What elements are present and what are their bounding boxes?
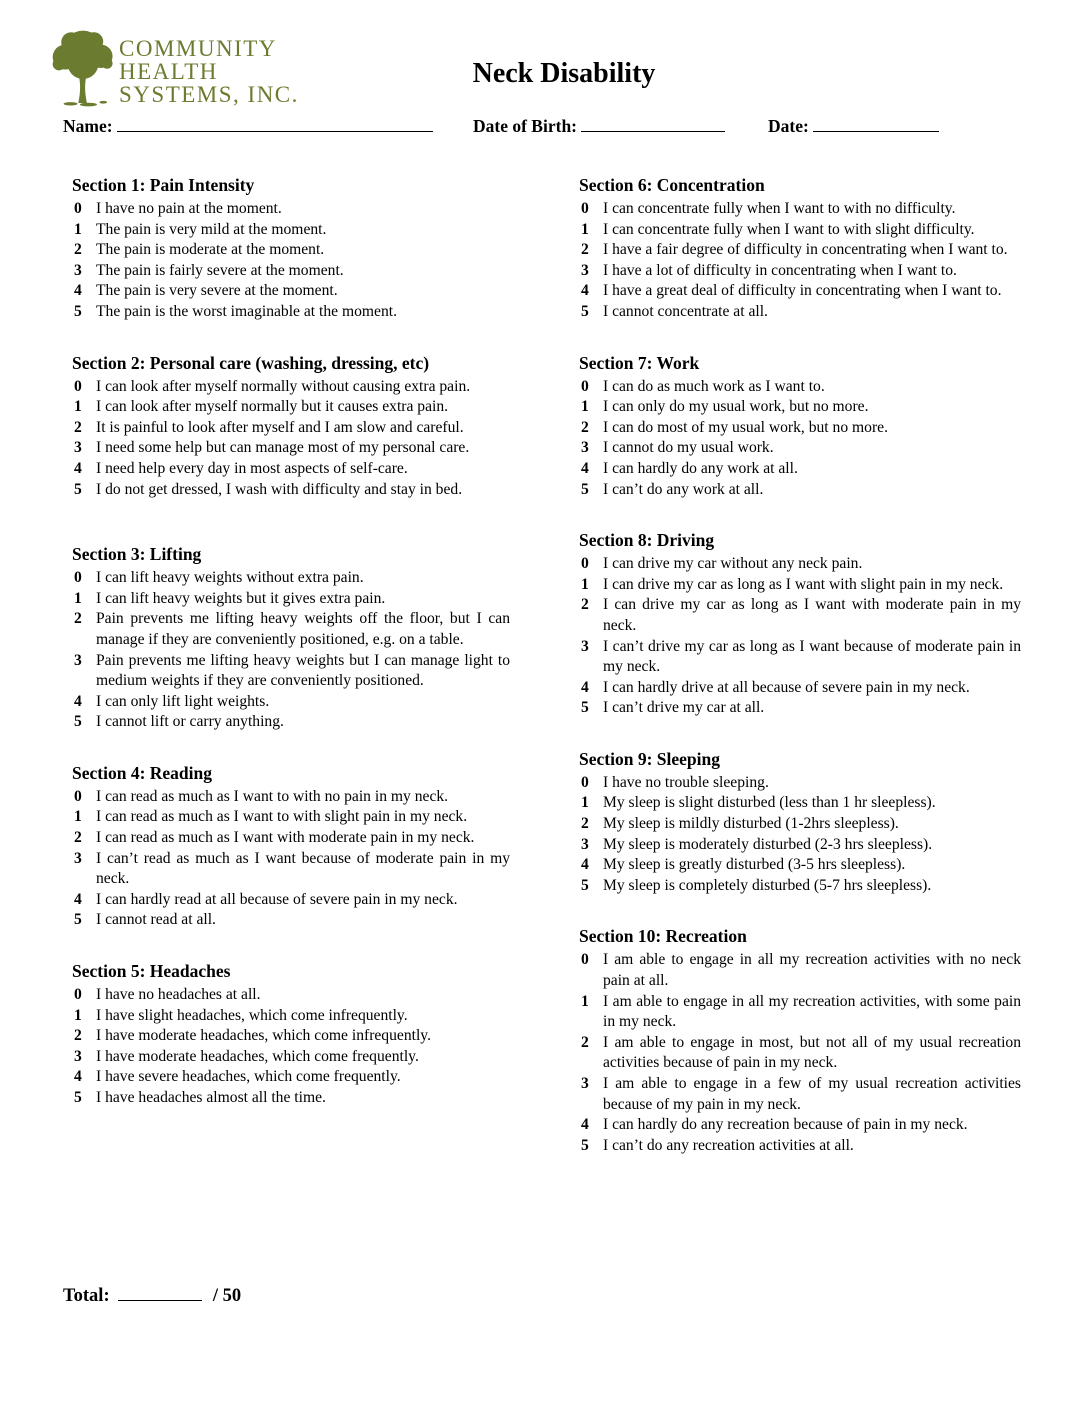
option-row[interactable]	[579, 876, 1021, 897]
option-score: 0	[581, 200, 589, 217]
name-blank-line[interactable]	[117, 117, 433, 132]
option-score: 2	[581, 596, 589, 614]
total-row	[63, 1286, 241, 1307]
option-score: 4	[581, 459, 589, 477]
option-text: My sleep is mildly disturbed (1-2hrs sleepless).	[603, 815, 899, 833]
option-text: My sleep is moderately disturbed (2-3 hrs sleepless).	[603, 835, 933, 853]
option-text: The pain is very severe at the moment.	[96, 282, 338, 300]
option-score: 3	[74, 849, 82, 867]
option-row[interactable]	[579, 261, 1021, 282]
option-text: Pain prevents me lifting heavy weights off the floor, but I can manage if they are conveniently positioned, e.g. on a table.	[96, 610, 510, 648]
option-text: I can do as much work as I want to.	[603, 377, 825, 395]
option-row[interactable]	[579, 637, 1021, 678]
option-text: I am able to engage in most, but not all of my usual recreation activities because of pain in my neck.	[603, 1033, 1021, 1072]
section-title: Section 4: Reading	[72, 762, 212, 783]
date-label: Date:	[768, 116, 809, 136]
option-score: 3	[74, 1047, 82, 1065]
option-row[interactable]	[579, 1115, 1021, 1136]
option-text: I can drive my car without any neck pain.	[603, 555, 863, 573]
option-text: It is painful to look after myself and I am slow and careful.	[96, 418, 464, 436]
option-score: 5	[74, 1089, 82, 1106]
section-title: Section 9: Sleeping	[579, 748, 720, 769]
option-score: 4	[74, 1068, 82, 1086]
option-row[interactable]	[72, 712, 510, 733]
section-title: Section 1: Pain Intensity	[72, 175, 255, 195]
option-score: 5	[74, 713, 82, 731]
option-row[interactable]	[72, 890, 510, 911]
section-title: Section 7: Work	[579, 352, 700, 373]
option-row[interactable]	[579, 793, 1021, 814]
option-row[interactable]	[72, 787, 510, 808]
option-text: The pain is moderate at the moment.	[96, 241, 325, 259]
option-text: I have moderate headaches, which come frequently.	[96, 1047, 419, 1065]
name-label: Name:	[63, 116, 113, 136]
option-score: 5	[581, 1136, 589, 1154]
option-text: I cannot do my usual work.	[603, 439, 774, 457]
option-text: The pain is very mild at the moment.	[96, 220, 327, 238]
option-row[interactable]	[579, 397, 1021, 418]
date-field	[768, 116, 939, 137]
option-row[interactable]	[579, 459, 1021, 480]
option-row[interactable]	[72, 985, 510, 1006]
option-text: I can do most of my usual work, but no more.	[603, 418, 888, 436]
option-text: I have no headaches at all.	[96, 986, 261, 1004]
option-row[interactable]	[579, 199, 1021, 220]
option-text: I have severe headaches, which come frequently.	[96, 1068, 401, 1086]
option-score: 0	[581, 773, 589, 791]
section-title: Section 2: Personal care (washing, dressing, etc)	[72, 352, 430, 373]
option-score: 5	[581, 480, 589, 498]
option-text: I need help every day in most aspects of self-care.	[96, 459, 408, 477]
option-score: 4	[581, 856, 589, 874]
option-text: I have no pain at the moment.	[96, 200, 282, 217]
total-blank-line[interactable]	[118, 1286, 202, 1301]
option-row[interactable]	[72, 828, 510, 849]
option-text: My sleep is slight disturbed (less than 1 hr sleepless).	[603, 794, 936, 812]
option-score: 3	[581, 1075, 589, 1092]
option-text: I can concentrate fully when I want to with slight difficulty.	[603, 220, 975, 238]
column-right	[579, 174, 1021, 1156]
option-score: 1	[74, 1006, 82, 1024]
option-text: I can’t read as much as I want because of moderate pain in my neck.	[96, 849, 510, 888]
option-score: 2	[581, 241, 589, 259]
option-row[interactable]	[579, 220, 1021, 241]
option-score: 2	[74, 610, 82, 628]
option-text: I can lift heavy weights without extra pain.	[96, 569, 364, 587]
option-text: I am able to engage in all my recreation activities, with some pain in my neck.	[603, 992, 1021, 1031]
option-row[interactable]	[72, 199, 510, 220]
option-row[interactable]	[72, 1006, 510, 1027]
section	[579, 529, 1021, 719]
section	[72, 762, 510, 931]
option-text: I have a great deal of difficulty in concentrating when I want to.	[603, 282, 1002, 300]
option-row[interactable]	[579, 480, 1021, 501]
option-score: 0	[581, 377, 589, 395]
section	[579, 352, 1021, 501]
option-text: I have slight headaches, which come infrequently.	[96, 1006, 408, 1024]
option-text: I can hardly do any recreation because of pain in my neck.	[603, 1116, 968, 1134]
option-row[interactable]	[72, 568, 510, 589]
option-score: 2	[74, 1027, 82, 1045]
option-text: I can hardly drive at all because of severe pain in my neck.	[603, 678, 970, 696]
option-score: 2	[581, 418, 589, 436]
option-text: I can drive my car as long as I want with slight pain in my neck.	[603, 575, 1004, 593]
option-score: 0	[581, 951, 589, 969]
option-row[interactable]	[72, 807, 510, 828]
option-text: I can look after myself normally but it causes extra pain.	[96, 398, 449, 416]
option-score: 2	[581, 815, 589, 833]
option-row[interactable]	[72, 302, 510, 323]
option-row[interactable]	[579, 595, 1021, 636]
option-text: I am able to engage in a few of my usual recreation activities because of my pain in my neck.	[603, 1075, 1021, 1113]
section	[579, 748, 1021, 897]
option-score: 5	[581, 876, 589, 894]
option-score: 2	[74, 829, 82, 847]
option-row[interactable]	[72, 281, 510, 302]
option-score: 3	[74, 439, 82, 457]
option-text: I have no trouble sleeping.	[603, 773, 769, 791]
option-text: I can drive my car as long as I want with moderate pain in my neck.	[603, 596, 1021, 634]
option-text: I cannot concentrate at all.	[603, 302, 768, 320]
option-row[interactable]	[579, 554, 1021, 575]
org-name-line1: COMMUNITY	[119, 36, 277, 61]
option-row[interactable]	[579, 1033, 1021, 1074]
option-row[interactable]	[72, 480, 510, 501]
option-text: I can hardly do any work at all.	[603, 459, 798, 477]
option-row[interactable]	[579, 302, 1021, 323]
option-score: 5	[74, 302, 82, 320]
option-row[interactable]	[579, 438, 1021, 459]
option-text: I cannot read at all.	[96, 911, 216, 929]
option-score: 1	[74, 220, 82, 238]
option-text: I have headaches almost all the time.	[96, 1089, 326, 1106]
option-row[interactable]	[72, 397, 510, 418]
option-text: I can look after myself normally without causing extra pain.	[96, 377, 471, 395]
option-score: 3	[581, 261, 589, 279]
option-row[interactable]	[579, 1074, 1021, 1115]
section	[72, 352, 510, 501]
section	[579, 925, 1021, 1156]
option-text: I can read as much as I want to with slight pain in my neck.	[96, 808, 468, 826]
option-score: 3	[581, 835, 589, 853]
option-text: I am able to engage in all my recreation activities with no neck pain at all.	[603, 951, 1021, 990]
option-score: 3	[74, 261, 82, 279]
option-row[interactable]	[72, 692, 510, 713]
option-score: 0	[74, 986, 82, 1004]
option-score: 1	[74, 808, 82, 826]
option-row[interactable]	[579, 377, 1021, 398]
option-row[interactable]	[579, 835, 1021, 856]
option-score: 1	[581, 794, 589, 812]
option-score: 4	[74, 692, 82, 710]
total-label: Total:	[63, 1286, 110, 1306]
option-score: 1	[581, 992, 589, 1010]
option-row[interactable]	[72, 1067, 510, 1088]
option-row[interactable]	[72, 849, 510, 890]
option-text: I can’t drive my car at all.	[603, 699, 765, 717]
option-row[interactable]	[579, 814, 1021, 835]
option-score: 1	[74, 589, 82, 607]
option-score: 1	[74, 398, 82, 416]
section	[579, 174, 1021, 323]
date-blank-line[interactable]	[813, 117, 939, 132]
option-text: I can hardly read at all because of severe pain in my neck.	[96, 890, 458, 908]
option-row[interactable]	[72, 910, 510, 931]
section	[72, 543, 510, 733]
page-title: Neck Disability	[472, 58, 656, 89]
section	[72, 174, 510, 323]
option-score: 5	[581, 699, 589, 717]
option-score: 2	[74, 241, 82, 259]
option-row[interactable]	[72, 609, 510, 650]
option-text: I need some help but can manage most of my personal care.	[96, 439, 470, 457]
option-score: 1	[581, 398, 589, 416]
option-row[interactable]	[72, 1047, 510, 1068]
option-score: 4	[581, 282, 589, 300]
option-score: 2	[581, 1033, 589, 1051]
option-row[interactable]	[579, 418, 1021, 439]
option-row[interactable]	[72, 220, 510, 241]
org-name-line3: SYSTEMS, INC.	[119, 82, 299, 107]
option-score: 3	[74, 651, 82, 669]
option-row[interactable]	[72, 261, 510, 282]
dob-field	[473, 116, 725, 137]
option-row[interactable]	[72, 240, 510, 261]
option-text: I have a lot of difficulty in concentrating when I want to.	[603, 261, 957, 279]
option-score: 4	[581, 1116, 589, 1134]
section-title: Section 10: Recreation	[579, 926, 747, 947]
option-score: 5	[74, 480, 82, 498]
patient-fields	[63, 116, 1048, 148]
dob-blank-line[interactable]	[581, 117, 725, 132]
option-row[interactable]	[579, 855, 1021, 876]
option-row[interactable]	[72, 418, 510, 439]
option-score: 2	[74, 418, 82, 436]
option-text: I can’t do any work at all.	[603, 480, 764, 498]
option-text: I can concentrate fully when I want to with no difficulty.	[603, 200, 956, 217]
questionnaire	[72, 174, 1021, 1156]
option-text: I have moderate headaches, which come infrequently.	[96, 1027, 431, 1045]
option-row[interactable]	[579, 773, 1021, 794]
section-title: Section 3: Lifting	[72, 544, 202, 565]
column-left	[72, 174, 510, 1109]
option-score: 5	[581, 302, 589, 320]
option-row[interactable]	[72, 377, 510, 398]
option-row[interactable]	[579, 698, 1021, 719]
option-score: 4	[74, 282, 82, 300]
option-text: I can lift heavy weights but it gives extra pain.	[96, 589, 386, 607]
option-score: 0	[74, 569, 82, 587]
option-score: 1	[581, 220, 589, 238]
dob-label: Date of Birth:	[473, 116, 578, 136]
option-row[interactable]	[72, 589, 510, 610]
option-text: I cannot lift or carry anything.	[96, 713, 284, 731]
option-score: 0	[74, 200, 82, 217]
option-text: I can only do my usual work, but no more.	[603, 398, 869, 416]
option-score: 4	[581, 678, 589, 696]
option-row[interactable]	[579, 1136, 1021, 1157]
option-score: 0	[581, 555, 589, 573]
option-text: The pain is fairly severe at the moment.	[96, 261, 344, 279]
option-text: I can read as much as I want with moderate pain in my neck.	[96, 829, 475, 847]
option-row[interactable]	[72, 438, 510, 459]
option-score: 3	[581, 637, 589, 655]
option-row[interactable]	[579, 575, 1021, 596]
option-text: I can read as much as I want to with no pain in my neck.	[96, 787, 449, 805]
option-score: 5	[74, 911, 82, 929]
section-title: Section 8: Driving	[579, 530, 715, 551]
option-row[interactable]	[72, 1088, 510, 1109]
option-text: I have a fair degree of difficulty in concentrating when I want to.	[603, 241, 1008, 259]
option-score: 4	[74, 459, 82, 477]
option-row[interactable]	[579, 240, 1021, 261]
section	[72, 960, 510, 1109]
option-row[interactable]	[579, 678, 1021, 699]
option-text: The pain is the worst imaginable at the moment.	[96, 302, 397, 320]
option-row[interactable]	[579, 281, 1021, 302]
option-score: 3	[581, 439, 589, 457]
option-text: I can’t drive my car as long as I want because of moderate pain in my neck.	[603, 637, 1021, 676]
section-title: Section 6: Concentration	[579, 175, 765, 195]
org-name-line2: HEALTH	[119, 59, 218, 84]
option-score: 0	[74, 787, 82, 805]
option-score: 4	[74, 890, 82, 908]
option-text: I can only lift light weights.	[96, 692, 270, 710]
name-field	[63, 116, 433, 137]
option-text: My sleep is completely disturbed (5-7 hrs sleepless).	[603, 876, 932, 894]
option-row[interactable]	[72, 1026, 510, 1047]
option-text: I can’t do any recreation activities at all.	[603, 1136, 854, 1154]
option-score: 0	[74, 377, 82, 395]
option-text: I do not get dressed, I wash with difficulty and stay in bed.	[96, 480, 463, 498]
option-text: My sleep is greatly disturbed (3-5 hrs sleepless).	[603, 856, 906, 874]
total-denominator: / 50	[212, 1286, 242, 1306]
option-row[interactable]	[579, 992, 1021, 1033]
option-text: Pain prevents me lifting heavy weights but I can manage light to medium weights if they are conveniently positioned.	[96, 651, 510, 690]
option-row[interactable]	[72, 651, 510, 692]
option-row[interactable]	[579, 950, 1021, 991]
option-score: 1	[581, 575, 589, 593]
option-row[interactable]	[72, 459, 510, 480]
section-title: Section 5: Headaches	[72, 961, 231, 982]
